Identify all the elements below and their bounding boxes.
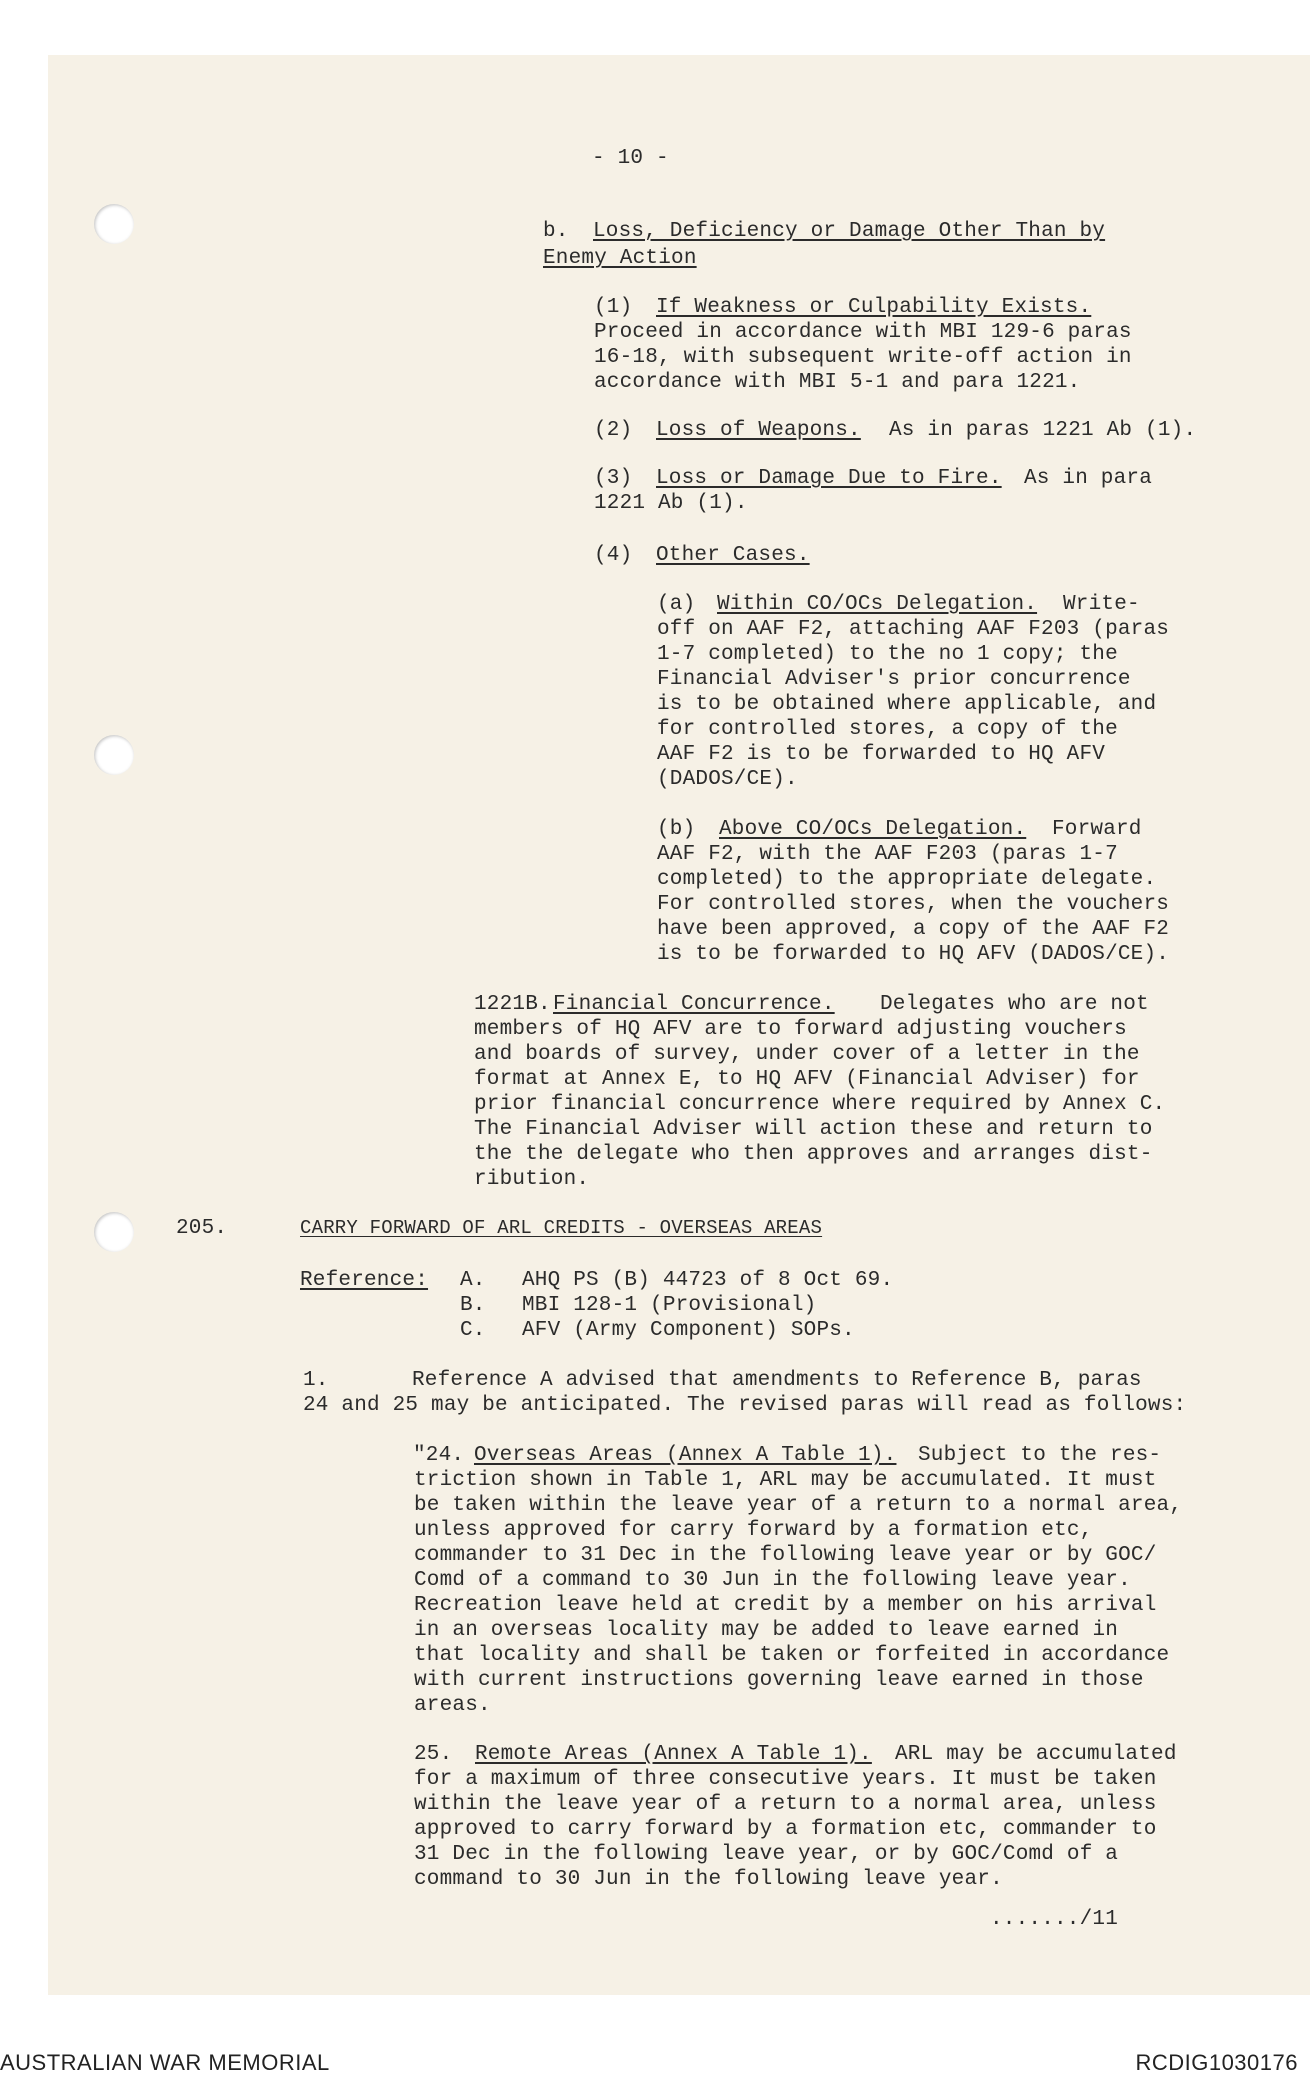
- sub3-rest: As in para: [1024, 467, 1153, 490]
- para25-body: for a maximum of three consecutive years. It must be taken within the leave year of a return to a normal area, unless approved to carry forward by a formation etc, commander to 31 Dec in the following leave year, or by GOC/Comd of a command to 30 Jun in the following leave year.: [414, 1768, 1157, 1891]
- sub1-title: If Weakness or Culpability Exists.: [656, 296, 1092, 319]
- para24-title: Overseas Areas (Annex A Table 1).: [474, 1444, 897, 1467]
- reference-a-letter: A.: [460, 1269, 486, 1292]
- sub4a-body: off on AAF F2, attaching AAF F203 (paras 1-7 completed) to the no 1 copy; the Financial Adviser's prior concurrence is to be obtained where applicable, and for controlled stores, a copy of the AAF F2 is to be forwarded to HQ AFV (DADOS/CE).: [657, 618, 1170, 791]
- sub4a-rest: Write-: [1063, 593, 1140, 616]
- sub4a-title: Within CO/OCs Delegation.: [717, 593, 1038, 616]
- reference-b-text: MBI 128-1 (Provisional): [522, 1294, 817, 1317]
- section-number: 205.: [176, 1217, 228, 1240]
- sub3-title: Loss or Damage Due to Fire.: [656, 467, 1002, 490]
- sub4a-number: (a): [657, 593, 696, 616]
- para25-rest: ARL may be accumulated: [895, 1743, 1177, 1766]
- reference-c-letter: C.: [460, 1319, 486, 1342]
- continuation-marker: .......​/11: [990, 1908, 1119, 1931]
- sub3-number: (3): [594, 467, 633, 490]
- sub3-line2: 1221 Ab (1).: [594, 492, 748, 515]
- footer-record-id: RCDIG1030176: [1135, 2050, 1298, 2075]
- para1-number: 1.: [303, 1369, 329, 1392]
- para25-title: Remote Areas (Annex A Table 1).: [475, 1743, 872, 1766]
- para1221b-body: members of HQ AFV are to forward adjusting vouchers and boards of survey, under cover of a letter in the format at Annex E, to HQ AFV (Financial Adviser) for prior financial concurrence where required by Annex C. The Financial Adviser will action these and return to the the delegate who then approves and arranges dist- ribution.: [474, 1018, 1166, 1191]
- sub1-number: (1): [594, 296, 633, 319]
- sub2-title: Loss of Weapons.: [656, 419, 861, 442]
- item-b-heading-line2: Enemy Action: [543, 247, 697, 270]
- para1221b-number: 1221B.: [474, 993, 551, 1016]
- para1221b-title: Financial Concurrence.: [553, 993, 835, 1016]
- footer-archive-name: AUSTRALIAN WAR MEMORIAL: [0, 2050, 330, 2075]
- para24-rest: Subject to the res-: [918, 1444, 1162, 1467]
- punch-hole: [94, 1212, 134, 1252]
- sub2-rest: As in paras 1221 Ab (1).: [889, 419, 1197, 442]
- punch-hole: [94, 735, 134, 775]
- sub4b-rest: Forward: [1052, 818, 1142, 841]
- sub2-number: (2): [594, 419, 633, 442]
- para24-number: "24.: [413, 1444, 465, 1467]
- item-b-heading-line1: Loss, Deficiency or Damage Other Than by: [593, 220, 1106, 243]
- sub4b-body: AAF F2, with the AAF F203 (paras 1-7 completed) to the appropriate delegate. For controlled stores, when the vouchers have been approved, a copy of the AAF F2 is to be forwarded to HQ AFV (DADOS/CE).: [657, 843, 1170, 966]
- page-number: - 10 -: [592, 147, 669, 170]
- sub4-title: Other Cases.: [656, 544, 810, 567]
- reference-label: Reference:: [300, 1269, 429, 1292]
- sub4b-number: (b): [657, 818, 696, 841]
- reference-c-text: AFV (Army Component) SOPs.: [522, 1319, 855, 1342]
- sub4-number: (4): [594, 544, 633, 567]
- para1-line2: 24 and 25 may be anticipated. The revised paras will read as follows:: [303, 1394, 1187, 1417]
- sub1-body: Proceed in accordance with MBI 129-6 paras 16-18, with subsequent write-off action in accordance with MBI 5-1 and para 1221.: [594, 321, 1132, 394]
- para1-line1: Reference A advised that amendments to Reference B, paras: [412, 1369, 1142, 1392]
- reference-b-letter: B.: [460, 1294, 486, 1317]
- reference-a-text: AHQ PS (B) 44723 of 8 Oct 69.: [522, 1269, 894, 1292]
- para24-body: triction shown in Table 1, ARL may be accumulated. It must be taken within the leave year of a return to a normal area, unless approved for carry forward by a formation etc, commander to 31 Dec in the following leave year or by GOC/ Comd of a command to 30 Jun in the following leave year. Recreation leave held at credit by a member on his arrival in an overseas locality may be added to leave earned in that locality and shall be taken or forfeited in accordance with current instructions governing leave earned in those areas.: [414, 1469, 1183, 1717]
- sub4b-title: Above CO/OCs Delegation.: [719, 818, 1027, 841]
- section-title: CARRY FORWARD OF ARL CREDITS - OVERSEAS AREAS: [300, 1217, 823, 1239]
- punch-hole: [94, 204, 134, 244]
- item-b-prefix: b.: [543, 220, 569, 243]
- para25-number: 25.: [414, 1743, 453, 1766]
- para1221b-rest: Delegates who are not: [880, 993, 1149, 1016]
